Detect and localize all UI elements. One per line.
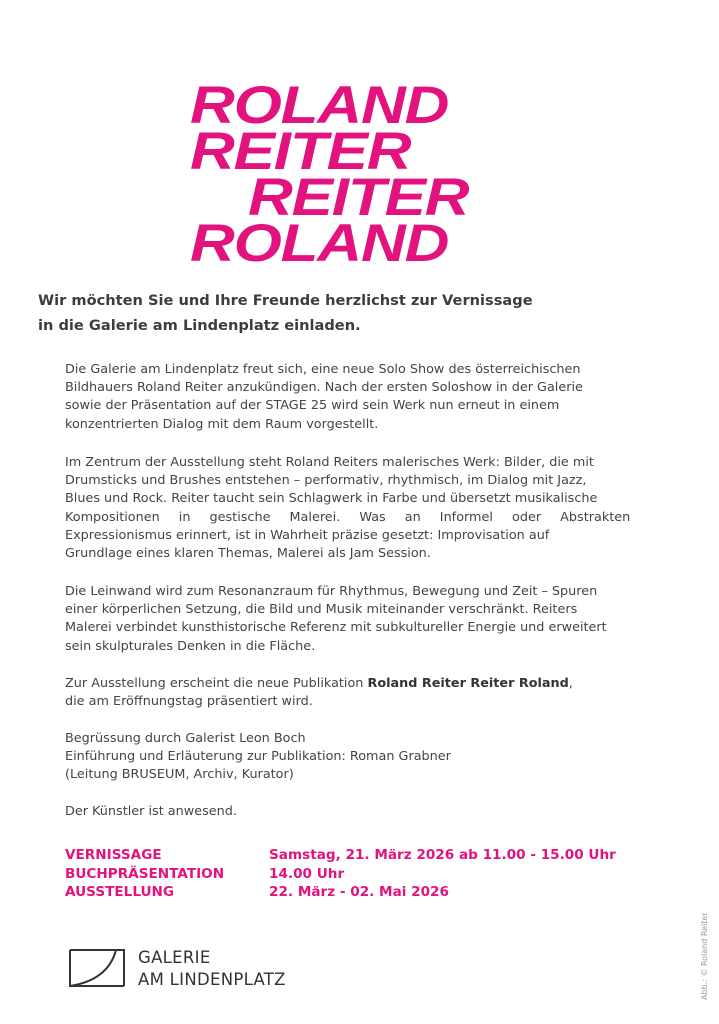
paragraph-program xyxy=(65,730,652,785)
title-line-4: ROLAND xyxy=(190,214,449,273)
event-label-buchpraesentation: BUCHPRÄSENTATION xyxy=(65,865,225,882)
paragraph-line: die am Eröffnungstag präsentiert wird. xyxy=(65,694,313,710)
galerie-logo-text xyxy=(138,947,286,991)
paragraph-line: Malerei verbindet kunsthistorische Referenz mit subkultureller Energie und erweitert xyxy=(65,620,607,636)
logo-line-1: GALERIE xyxy=(138,948,211,967)
paragraph-line: konzentrierten Dialog mit dem Raum vorgestellt. xyxy=(65,416,379,432)
intro-line-2: in die Galerie am Lindenplatz einladen. xyxy=(38,317,361,334)
paragraph-line: Im Zentrum der Ausstellung steht Roland Reiters malerisches Werk: Bilder, die mit xyxy=(65,455,594,470)
paragraph-exhibition-focus xyxy=(65,454,652,563)
paragraph-line: Drumsticks und Brushes entstehen – performativ, rhythmisch, im Dialog mit Jazz, xyxy=(65,473,587,489)
title-line-3: REITER xyxy=(248,168,469,227)
event-label-vernissage: VERNISSAGE xyxy=(65,847,162,863)
publication-title: Roland Reiter Reiter Roland xyxy=(367,676,569,691)
paragraph-publication xyxy=(65,675,652,711)
title-line-1: ROLAND xyxy=(190,76,449,135)
logo-line-2: AM LINDENPLATZ xyxy=(138,970,286,989)
event-labels xyxy=(65,846,224,902)
publication-prefix: Zur Ausstellung erscheint die neue Publikation xyxy=(65,676,368,691)
title-line-2: REITER xyxy=(190,122,411,181)
paragraph-line: einer körperlichen Setzung, die Bild und Musik miteinander verschränkt. Reiters xyxy=(65,602,578,618)
galerie-logo-mark-icon xyxy=(68,948,126,988)
publication-suffix: , xyxy=(568,676,573,691)
event-value-ausstellung: 22. März - 02. Mai 2026 xyxy=(269,884,449,900)
paragraph-line: Begrüssung durch Galerist Leon Boch xyxy=(65,731,306,746)
event-value-vernissage: Samstag, 21. März 2026 ab 11.00 - 15.00 Uhr xyxy=(269,847,616,863)
paragraph-line: Grundlage eines klaren Themas, Malerei als Jam Session. xyxy=(65,546,431,562)
image-credit: Abb.: © Roland Reiter xyxy=(700,912,709,1000)
paragraph-canvas xyxy=(65,583,652,656)
paragraph-line: Kompositionen in gestische Malerei. Was an Informel oder Abstrakten xyxy=(65,509,631,525)
paragraph-artist-present: Der Künstler ist anwesend. xyxy=(65,804,237,819)
paragraph-line: (Leitung BRUSEUM, Archiv, Kurator) xyxy=(65,767,294,783)
event-values xyxy=(269,846,616,902)
paragraph-line xyxy=(65,675,652,693)
invitation-intro xyxy=(38,288,598,338)
paragraph-line: sein skulpturales Denken in die Fläche. xyxy=(65,638,316,654)
paragraph-line: Blues und Rock. Reiter taucht sein Schlagwerk in Farbe und übersetzt musikalische xyxy=(65,491,598,507)
event-value-buchpraesentation: 14.00 Uhr xyxy=(269,865,345,882)
paragraph-gallery-announcement xyxy=(65,361,652,434)
paragraph-line: Bildhauers Roland Reiter anzukündigen. Nach der ersten Soloshow in der Galerie xyxy=(65,380,583,396)
paragraph-line: Die Galerie am Lindenplatz freut sich, eine neue Solo Show des österreichischen xyxy=(65,362,581,377)
paragraph-line: sowie der Präsentation auf der STAGE 25 wird sein Werk nun erneut in einem xyxy=(65,398,560,414)
paragraph-line: Die Leinwand wird zum Resonanzraum für Rhythmus, Bewegung und Zeit – Spuren xyxy=(65,584,598,599)
intro-line-1: Wir möchten Sie und Ihre Freunde herzlichst zur Vernissage xyxy=(38,292,533,309)
paragraph-line: Expressionismus erinnert, ist in Wahrheit präzise gesetzt: Improvisation auf xyxy=(65,527,550,543)
paragraph-line: Einführung und Erläuterung zur Publikation: Roman Grabner xyxy=(65,749,451,765)
event-label-ausstellung: AUSSTELLUNG xyxy=(65,884,175,900)
